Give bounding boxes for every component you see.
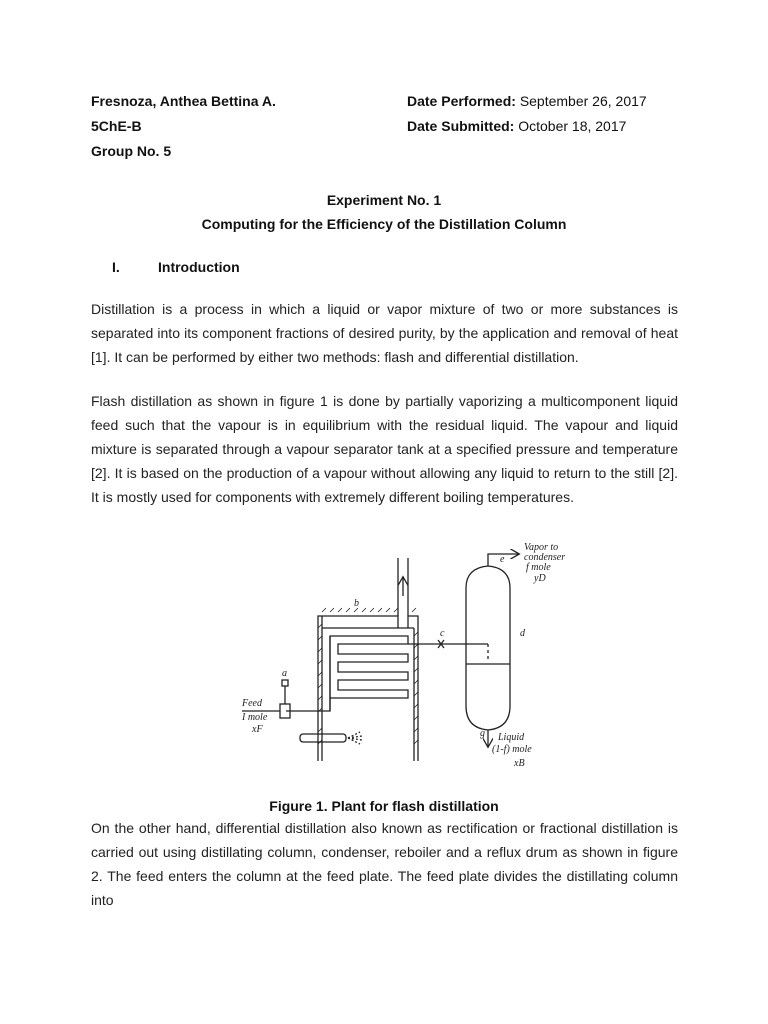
date-submitted — [407, 117, 626, 135]
label-a: a — [282, 668, 287, 679]
paragraph-flash: Flash distillation as shown in figure 1 is done by partially vaporizing a multicomponent liquid feed such that the vapour is in equilibrium with the residual liquid. The vapour and liquid mixture is separated through a vapour separator tank at a specified pressure and temperature [2]. It is based on the production of a vapour without allowing any liquid to return to the still [2]. It is mostly used for components with extremely different boiling temperatures. — [91, 393, 678, 505]
label-d: d — [520, 628, 525, 639]
author-name: Fresnoza, Anthea Bettina A. — [91, 93, 276, 109]
date-submitted-value: October 18, 2017 — [518, 118, 627, 134]
label-vapor-to: Vapor to — [524, 542, 559, 553]
label-f-mole: f mole — [526, 562, 551, 573]
label-b: b — [354, 598, 359, 609]
label-yd: yD — [534, 573, 546, 584]
separator-vessel — [466, 566, 510, 730]
date-performed — [407, 92, 647, 110]
date-performed-label: Date Performed: — [407, 93, 516, 109]
class-section: 5ChE-B — [91, 118, 142, 134]
figure-caption: Figure 1. Plant for flash distillation — [269, 798, 499, 814]
flash-distillation-diagram — [230, 536, 610, 776]
section-heading: Introduction — [158, 259, 240, 275]
label-liquid-mole: (1-f) mole — [492, 744, 532, 755]
paragraph-differential: On the other hand, differential distillation also known as rectification or fractional distillation is carried out using distillating column, condenser, reboiler and a reflux drum as shown in figure 2. The feed enters the column at the feed plate. The feed plate divides the distillating column into — [91, 820, 678, 908]
heating-coil — [286, 636, 408, 711]
label-xb: xB — [514, 758, 525, 769]
experiment-title: Experiment No. 1 — [326, 192, 442, 208]
label-feed: Feed — [242, 698, 262, 709]
label-condenser: condenser — [524, 552, 566, 563]
group-number: Group No. 5 — [91, 143, 172, 159]
date-submitted-label: Date Submitted: — [407, 118, 515, 134]
label-c: c — [440, 628, 445, 639]
label-liquid: Liquid — [498, 732, 525, 743]
label-feed-mole: I mole — [242, 712, 268, 723]
paragraph-distillation: Distillation is a process in which a liquid or vapor mixture of two or more substances is separated into its component fractions of desired purity, by the application and removal of heat [1]. It can be performed by either two methods: flash and differential distillation. — [91, 301, 678, 365]
date-performed-value: September 26, 2017 — [519, 93, 647, 109]
label-g: g — [480, 728, 485, 739]
section-number: I. — [112, 259, 120, 275]
experiment-subtitle: Computing for the Efficiency of the Distillation Column — [201, 216, 567, 232]
label-xf: xF — [252, 724, 263, 735]
label-e: e — [500, 554, 505, 565]
